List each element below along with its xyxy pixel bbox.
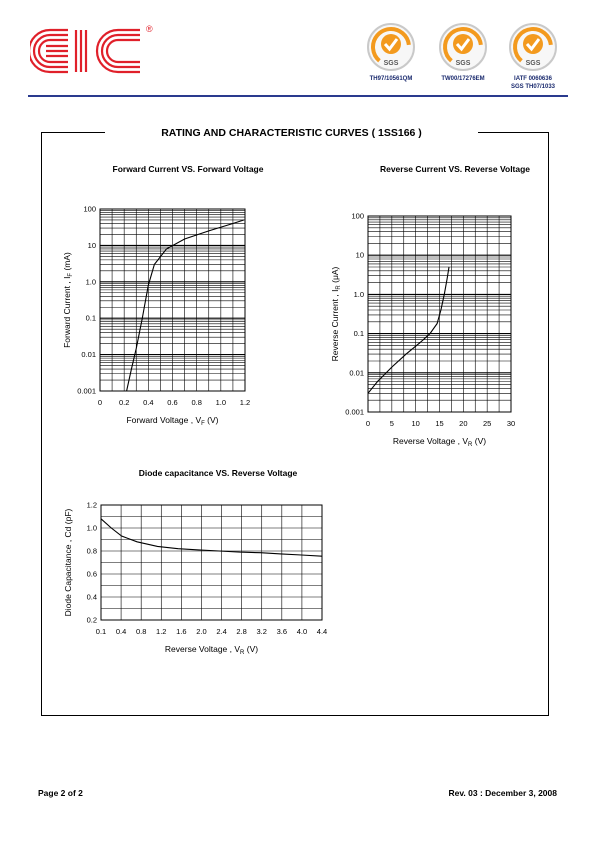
- y-tick-label: 10: [355, 250, 364, 260]
- y-axis-label: Diode Capacitance , Cd (pF): [63, 508, 73, 617]
- footer-revision: Rev. 03 : December 3, 2008: [448, 788, 557, 798]
- x-tick-label: 2.4: [216, 627, 227, 636]
- footer-page-number: Page 2 of 2: [38, 788, 83, 798]
- x-tick-label: 0: [97, 398, 103, 407]
- x-tick-label: 3.2: [256, 627, 267, 636]
- y-tick-label: 1.0: [86, 523, 97, 533]
- x-tick-label: 0.1: [95, 627, 107, 636]
- y-tick-label: 0.4: [86, 592, 97, 602]
- chart-2: [330, 212, 515, 449]
- x-tick-label: 1.0: [215, 398, 227, 407]
- y-tick-label: 0.1: [353, 329, 364, 339]
- x-tick-label: 0.6: [167, 398, 178, 407]
- cert-label-2: TW00/17276EM: [441, 76, 485, 82]
- x-axis-label: Reverse Voltage , $V_R$ (V): [164, 644, 259, 656]
- chart-3: [63, 501, 327, 657]
- x-tick-label: 2.8: [236, 627, 247, 636]
- x-tick-label: 0.2: [118, 398, 130, 407]
- x-tick-label: 0.4: [115, 627, 127, 636]
- x-tick-label: 30: [506, 419, 516, 428]
- cert-label-1: TH97/10561QM: [369, 76, 413, 82]
- y-axis-label: Forward Current , $I_F$ (mA): [62, 252, 74, 348]
- cert-label-3: IATF 0060636 SGS TH07/1033: [510, 76, 556, 90]
- y-tick-label: 0.001: [77, 386, 96, 396]
- x-axis-label: Forward Voltage , $V_F$ (V): [126, 415, 219, 427]
- series-line: [101, 519, 322, 556]
- chart-1-title: Forward Current VS. Forward Voltage: [112, 164, 264, 174]
- svg-text:SGS: SGS: [525, 60, 541, 67]
- x-tick-label: 0.8: [191, 398, 202, 407]
- y-tick-label: 0.6: [86, 569, 97, 579]
- registered-mark: ®: [146, 24, 153, 34]
- x-tick-label: 4.0: [296, 627, 308, 636]
- chart-1: [62, 205, 250, 428]
- x-tick-label: 20: [459, 419, 468, 428]
- y-tick-label: 1.0: [85, 277, 96, 287]
- y-tick-label: 1.2: [86, 500, 97, 510]
- x-tick-label: 10: [411, 419, 420, 428]
- x-axis-label: Reverse Voltage , $V_R$ (V): [392, 436, 487, 448]
- x-tick-label: 5: [389, 419, 394, 428]
- chart-3-title: Diode capacitance VS. Reverse Voltage: [138, 468, 298, 478]
- x-tick-label: 3.6: [276, 627, 288, 636]
- y-tick-label: 1.0: [353, 289, 364, 299]
- svg-text:SGS: SGS: [383, 60, 399, 67]
- y-tick-label: 10: [87, 240, 96, 250]
- svg-text:SGS: SGS: [455, 60, 471, 67]
- y-tick-label: 0.8: [86, 546, 97, 556]
- x-tick-label: 1.2: [156, 627, 167, 636]
- y-tick-label: 0.2: [86, 615, 97, 625]
- x-tick-label: 2.0: [196, 627, 207, 636]
- y-tick-label: 100: [83, 204, 96, 214]
- y-tick-label: 0.01: [81, 350, 96, 360]
- chart-2-title: Reverse Current VS. Reverse Voltage: [379, 164, 531, 174]
- page-title: RATING AND CHARACTERISTIC CURVES ( 1SS166 ): [105, 124, 478, 142]
- y-tick-label: 0.1: [85, 313, 96, 323]
- x-tick-label: 1.6: [176, 627, 187, 636]
- y-tick-label: 100: [351, 211, 364, 221]
- y-axis-label: Reverse Current , $I_R$ (μA): [330, 266, 342, 362]
- x-tick-label: 0.8: [135, 627, 147, 636]
- x-tick-label: 4.4: [316, 627, 328, 636]
- x-tick-label: 0.4: [143, 398, 154, 407]
- y-tick-label: 0.01: [349, 368, 364, 378]
- x-tick-label: 15: [435, 419, 444, 428]
- x-tick-label: 1.2: [239, 398, 251, 407]
- y-tick-label: 0.001: [345, 407, 364, 417]
- x-tick-label: 25: [482, 419, 492, 428]
- x-tick-label: 0: [365, 419, 371, 428]
